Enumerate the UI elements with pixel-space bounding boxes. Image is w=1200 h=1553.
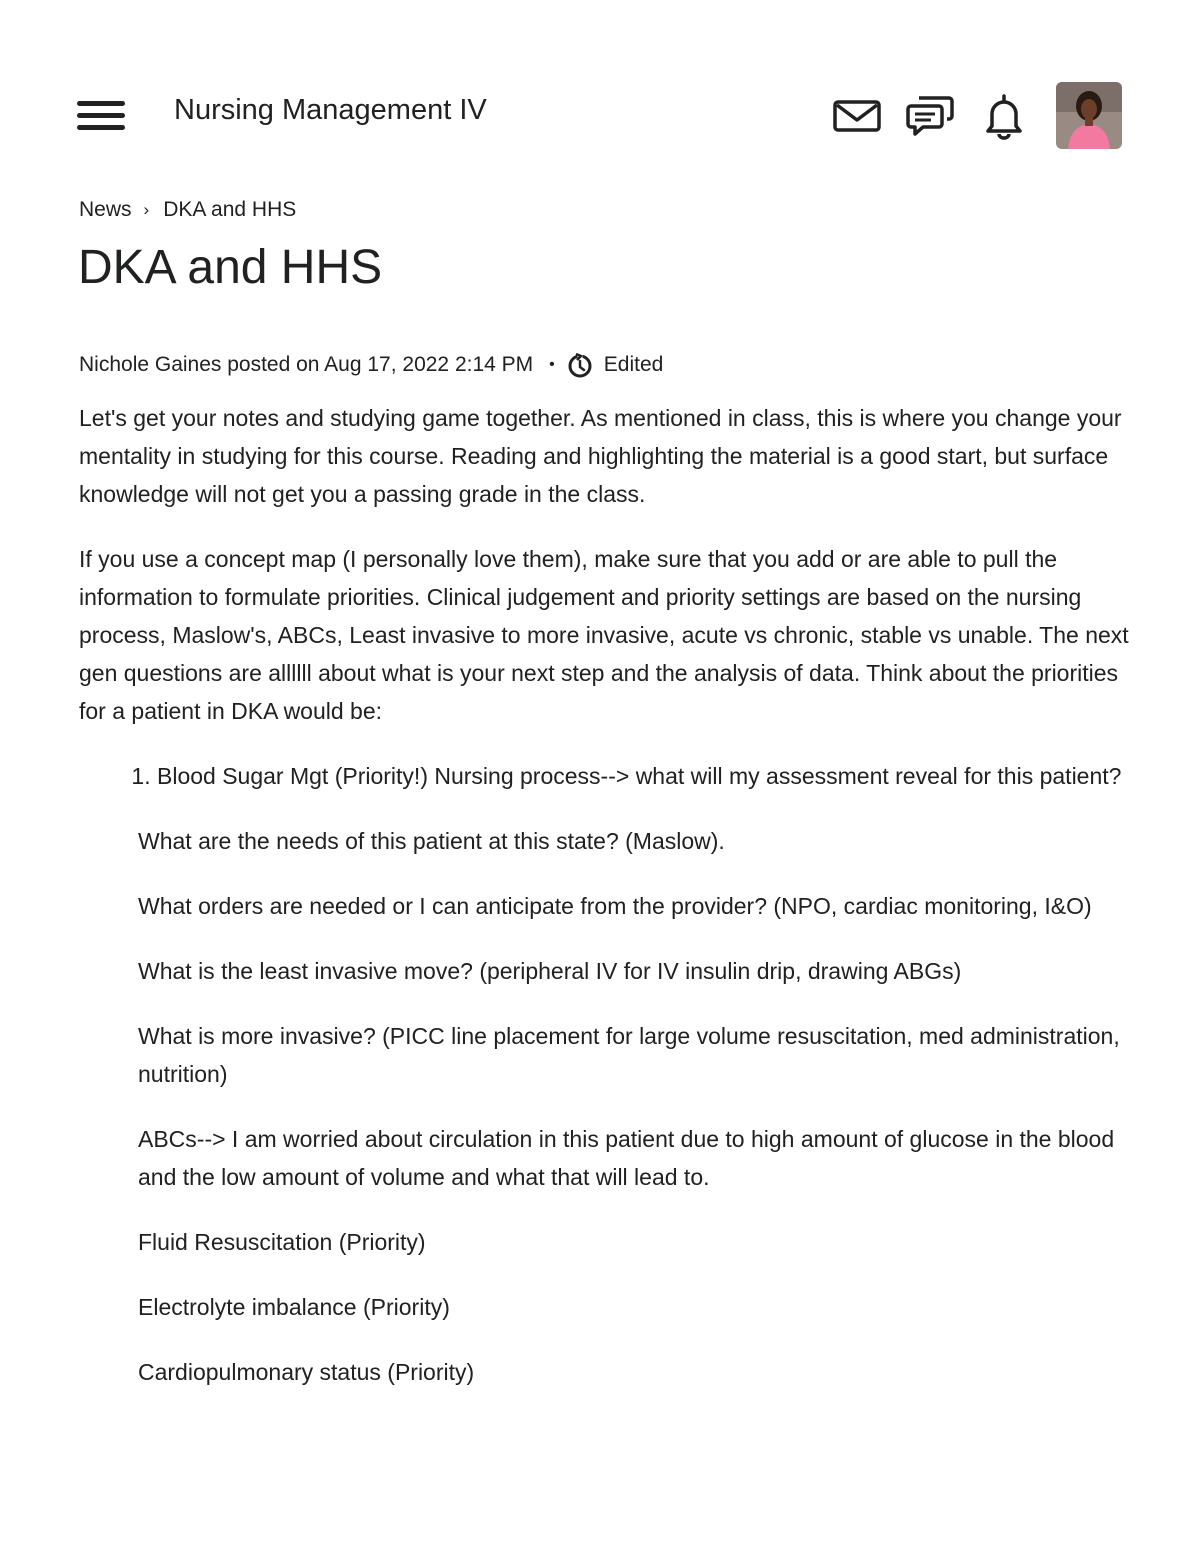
top-navbar — [0, 0, 1200, 170]
indented-paragraph: What is more invasive? (PICC line placement for large volume resuscitation, med administration, nutrition) — [138, 1023, 1120, 1087]
body-paragraph: Let's get your notes and studying game together. As mentioned in class, this is where you change your mentality in studying for this course. Reading and highlighting the material is a good start, but surface knowledge will not get you a passing grade in the class. — [79, 405, 1122, 507]
edited-icon — [567, 352, 593, 378]
menu-icon — [76, 98, 126, 134]
avatar-photo-icon — [1056, 82, 1122, 149]
user-avatar[interactable] — [1056, 82, 1122, 149]
priority-list — [79, 757, 1129, 795]
mail-button[interactable] — [832, 96, 882, 136]
indented-paragraph: What are the needs of this patient at this state? (Maslow). — [138, 828, 725, 854]
course-title[interactable]: Nursing Management IV — [174, 94, 487, 126]
meta-separator: • — [549, 356, 555, 373]
notifications-button[interactable] — [980, 92, 1028, 140]
edited-label: Edited — [603, 353, 664, 376]
discussions-button[interactable] — [905, 92, 955, 140]
chat-icon — [905, 92, 955, 140]
post-body — [79, 399, 1129, 1418]
indented-paragraph: ABCs--> I am worried about circulation in this patient due to high amount of glucose in the blood and the low amount of volume and what that will lead to. — [138, 1126, 1115, 1190]
body-paragraph: If you use a concept map (I personally love them), make sure that you add or are able to pull the information to formulate priorities. Clinical judgement and priority settings are based on the nursing process, Maslow's, ABCs, Least invasive to more invasive, acute vs chronic, stable vs unable. The next gen questions are allllll about what is your next step and the analysis of data. Think about the priorities for a patient in DKA would be: — [79, 546, 1129, 724]
indented-paragraph: Fluid Resuscitation (Priority) — [138, 1229, 426, 1255]
bell-icon — [980, 92, 1028, 140]
breadcrumb-current: DKA and HHS — [163, 198, 297, 221]
post-author-line: Nichole Gaines posted on Aug 17, 2022 2:14 PM — [79, 353, 534, 376]
breadcrumb-separator: › — [143, 200, 150, 219]
indented-paragraph: What orders are needed or I can anticipate from the provider? (NPO, cardiac monitoring, I&O) — [138, 893, 1092, 919]
breadcrumb — [79, 198, 296, 222]
breadcrumb-news-link[interactable]: News — [79, 198, 132, 221]
menu-button[interactable] — [76, 98, 126, 134]
indented-paragraph: Cardiopulmonary status (Priority) — [138, 1359, 475, 1385]
post-meta — [79, 352, 663, 378]
mail-icon — [832, 96, 882, 136]
indented-paragraph: Electrolyte imbalance (Priority) — [138, 1294, 450, 1320]
page-title: DKA and HHS — [78, 241, 383, 294]
indented-paragraph: What is the least invasive move? (peripheral IV for IV insulin drip, drawing ABGs) — [138, 958, 962, 984]
list-item: 1. Blood Sugar Mgt (Priority!) Nursing process--> what will my assessment reveal for this patient? — [157, 757, 1129, 795]
